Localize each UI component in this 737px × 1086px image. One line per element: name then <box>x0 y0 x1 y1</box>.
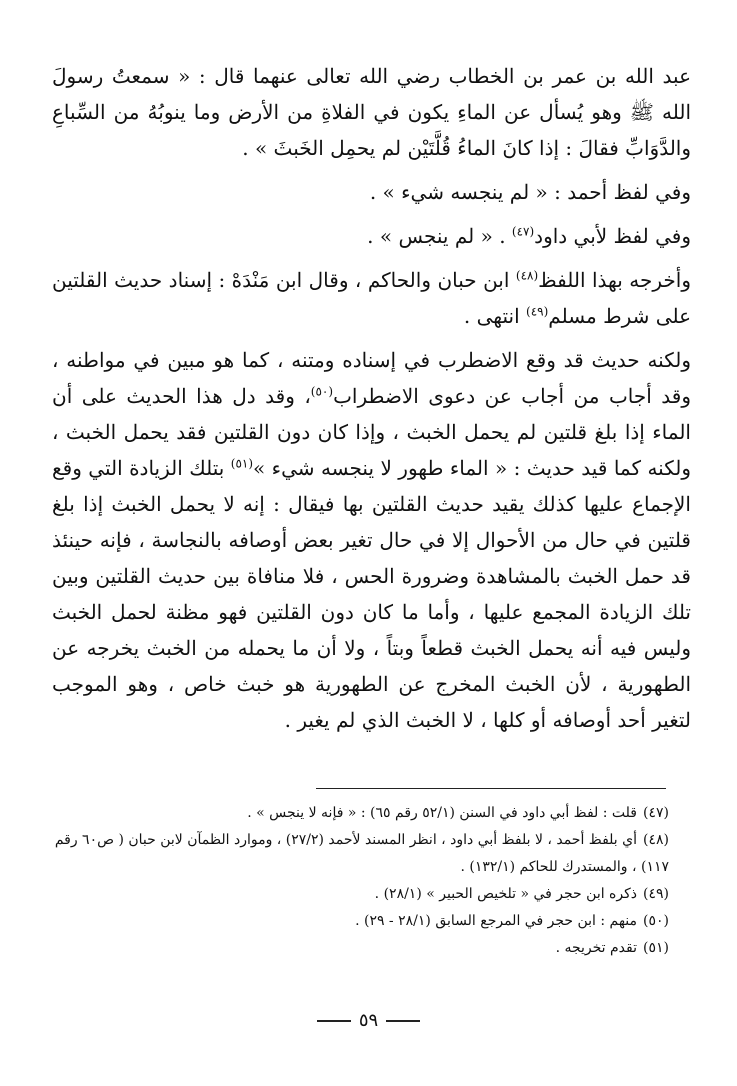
paragraph-text: . « لم ينجس » . <box>367 224 506 248</box>
dash-right <box>317 1020 351 1022</box>
footnote-number: (٤٩) <box>643 886 669 902</box>
footnote-text: قلت : لفظ أبي داود في السنن (٥٢/١ رقم ٦٥) : « فإنه لا ينجس » . <box>247 805 638 821</box>
footnote-ref: (٤٨) <box>515 268 539 283</box>
paragraph-text: وفي لفظ أحمد : « لم ينجسه شيء » . <box>369 180 691 204</box>
paragraph-text: انتهى . <box>463 304 520 328</box>
footnote-ref: (٥١) <box>230 456 254 471</box>
footnote-number: (٥٠) <box>643 913 669 929</box>
paragraph-text: عبد الله بن عمر بن الخطاب رضي الله تعالى عنهما قال : « سمعتُ رسولَ الله ﷺ وهو يُسأل عن الماءِ يكون في الفلاةِ من الأرض وما ينوبُهُ من السِّباعِ والدَّوَابِّ فقالَ : إذا كانَ الماءُ قُلَّتَيْن لم يحمِل الخَبثَ » . <box>52 64 691 160</box>
footnote-number: (٥١) <box>643 940 669 956</box>
paragraph-text: كما قيد حديث : « الماء طهور لا ينجسه شيء » <box>253 456 641 480</box>
footnotes <box>52 800 669 962</box>
paragraph-abu-dawud <box>52 218 691 254</box>
paragraph-ahmad <box>52 174 691 210</box>
paragraph-text: ولكنه حديث قد وقع الاضطرب في إسناده ومتنه ، كما هو مبين في مواطنه ، وقد أجاب من أجاب عن دعوى الاضطراب <box>52 348 691 408</box>
footnote-text: منهم : ابن حجر في المرجع السابق (٢٨/١ - ٢٩) . <box>355 913 638 929</box>
footnote-item <box>52 800 669 827</box>
footnote-ref: (٤٧) <box>511 224 535 239</box>
footnote-item <box>52 935 669 962</box>
paragraph-discussion <box>52 342 691 738</box>
footnote-ref: (٤٩) <box>526 304 549 319</box>
footnote-text: تقدم تخريجه . <box>555 940 638 956</box>
footnote-number: (٤٧) <box>643 805 669 821</box>
footnote-text: أي بلفظ أحمد ، لا بلفظ أبي داود ، انظر المسند لأحمد (٢٧/٢) ، وموارد الظمآن لابن حبان ( ص٦٠ رقم ١١٧) ، والمستدرك للحاكم (١٣٢/١) . <box>54 832 669 875</box>
paragraph-text: وأخرجه بهذا اللفظ <box>538 268 691 292</box>
paragraph-text: وفي لفظ لأبي داود <box>534 224 691 248</box>
footnote-ref: (٥٠) <box>310 384 334 399</box>
footnote-divider <box>316 788 666 789</box>
paragraph-text: بتلك الزيادة التي وقع الإجماع عليها كذلك يقيد حديث القلتين بها فيقال : إنه لا يحمل الخبث إذا بلغ قلتين في حال من الأحوال إلا في حال تغير بعض أوصافه بالنجاسة ، فإنه حينئذ قد حمل الخبث بالمشاهدة وضرورة الحس ، فلا منافاة بين حديث القلتين وبين تلك الزيادة المجمع عليها ، وأما ما كان دون القلتين فهو مظنة لحمل الخبث وليس فيه أنه يحمل الخبث قطعاً وبتاً ، ولا أن ما يحمله من الخبث يخرجه عن الطهورية ، لأن الخبث المخرج عن الطهورية هو خبث خاص ، وهو الموجب لتغير أحد أوصافه أو كلها ، لا الخبث الذي لم يغير . <box>52 456 691 732</box>
page-number-text: ٥٩ <box>358 1010 379 1031</box>
paragraph-text: ابن حبان والحاكم ، وقال ابن مَنْدَهْ : إسناد حديث القلتين على شرط مسلم <box>52 268 691 328</box>
footnote-item <box>52 881 669 908</box>
footnote-item <box>52 827 669 881</box>
paragraph-hadith <box>52 58 691 166</box>
footnote-item <box>52 908 669 935</box>
paragraph-takhrij <box>52 262 691 334</box>
page-number <box>0 1010 737 1031</box>
paragraph-text: ، وقد دل هذا الحديث على أن الماء إذا بلغ قلتين لم يحمل الخبث ، وإذا كان دون القلتين فقد يحمل الخبث ، ولكنه <box>52 384 691 480</box>
footnote-number: (٤٨) <box>643 832 669 848</box>
dash-left <box>386 1020 420 1022</box>
footnote-text: ذكره ابن حجر في « تلخيص الحبير » (٢٨/١) . <box>374 886 638 902</box>
